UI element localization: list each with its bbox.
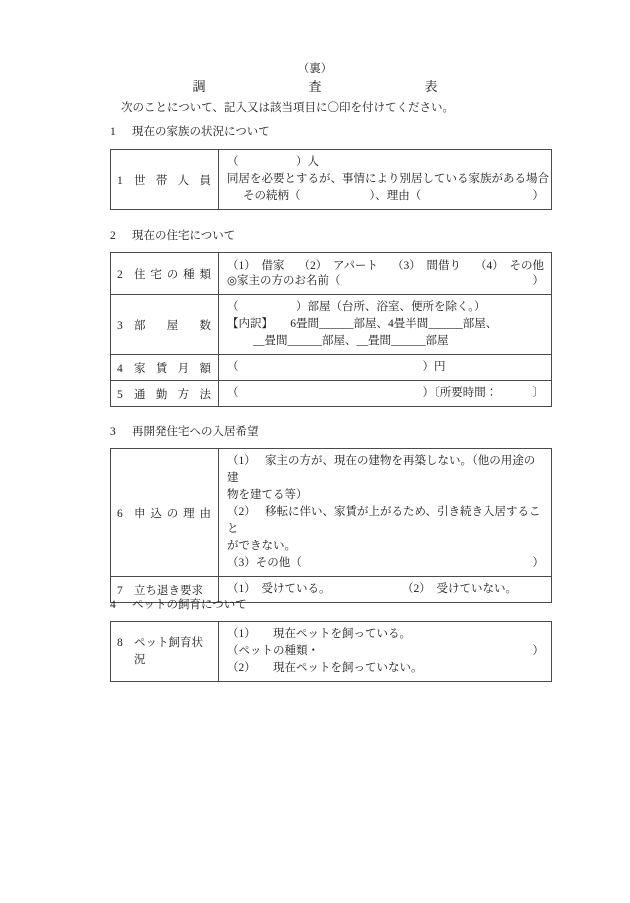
- row-label-text-8-line1: ペット飼育状: [134, 636, 203, 649]
- reason-close-paren: ）: [532, 190, 544, 202]
- housing-option-2[interactable]: （2） アパート: [298, 260, 379, 272]
- application-reason-table: [110, 448, 552, 603]
- row-label-text-5: 通 勤 方 法: [134, 388, 211, 401]
- row-value-6[interactable]: [219, 449, 552, 577]
- reason-option-3[interactable]: [227, 555, 544, 572]
- room-count-field[interactable]: （ ）部屋（台所、浴室、便所を除く。）: [227, 301, 486, 313]
- table-row: [111, 449, 552, 577]
- pet-kind-close-paren: ）: [532, 645, 544, 657]
- row-label-2: [111, 253, 219, 295]
- separate-living-note: 同居を必要とするが、事情により別居している家族がある場合: [227, 173, 549, 185]
- reason-option-2-text[interactable]: 移転に伴い、家賃が上がるため、引き続き入居すること: [227, 506, 541, 535]
- section-number-1: 1: [110, 126, 116, 138]
- reason-option-2-cont: ができない。: [227, 540, 296, 552]
- reason-option-3-text[interactable]: その他（: [255, 557, 302, 569]
- table-row: [111, 355, 552, 381]
- row-label-1: [111, 150, 219, 210]
- row-number-6: 6: [117, 507, 123, 520]
- room-breakdown-line-1[interactable]: 【内訳】 6畳間______部屋、4畳半間______部屋、: [227, 318, 498, 330]
- row-label-text-3: 部 屋 数: [134, 319, 211, 332]
- row-value-7[interactable]: [219, 577, 552, 603]
- commute-method-field[interactable]: （ ）〔所要時間： 〕: [227, 385, 544, 402]
- relation-reason-field[interactable]: その続柄（ ）、理由（ ）: [227, 188, 544, 205]
- row-label-5: [111, 381, 219, 407]
- reason-option-1-cont: 物を建てる等）: [227, 489, 308, 501]
- pet-keeping-table: [110, 621, 552, 682]
- row-number-1: 1: [117, 174, 123, 187]
- reverse-side-mark: （裏）: [297, 63, 333, 75]
- section-number-3: 3: [110, 426, 116, 438]
- reason-option-2[interactable]: [227, 504, 544, 538]
- eviction-option-1[interactable]: （1） 受けている。: [227, 583, 331, 595]
- page-title: [0, 78, 630, 95]
- housing-table: [110, 252, 552, 407]
- row-value-2[interactable]: [219, 253, 552, 295]
- housing-type-options[interactable]: [227, 257, 544, 273]
- landlord-name-field[interactable]: ◎家主の方のお名前（ ）: [227, 273, 544, 290]
- pet-option-2[interactable]: （2） 現在ペットを飼っていない。: [227, 662, 423, 674]
- reason-option-1-text[interactable]: 家主の方が、現在の建物を再築しない。（他の用途の建: [227, 455, 536, 484]
- section-heading-2: [110, 228, 235, 244]
- room-breakdown-line-2[interactable]: __畳間______部屋、__畳間______部屋: [253, 335, 449, 347]
- instruction-text: 次のことについて、記入又は該当項目に〇印を付けてください。: [121, 102, 455, 114]
- row-value-5[interactable]: [219, 381, 552, 407]
- pet-kind-field[interactable]: （ペットの種類・ ）: [227, 643, 544, 660]
- row-number-7: 7: [117, 584, 123, 597]
- section-number-4: 4: [110, 599, 116, 611]
- title-char-3: 表: [424, 79, 438, 94]
- eviction-options[interactable]: [227, 581, 544, 598]
- housing-option-4[interactable]: （4） その他: [475, 260, 544, 272]
- household-table: [110, 149, 552, 210]
- monthly-rent-field[interactable]: （ ）円: [227, 361, 446, 373]
- landlord-close-paren: ）: [532, 275, 544, 287]
- table-row: [111, 295, 552, 355]
- row-value-4[interactable]: [219, 355, 552, 381]
- row-label-3: [111, 295, 219, 355]
- section-title-1: 現在の家族の状況について: [132, 126, 270, 138]
- table-row: [111, 381, 552, 407]
- row-label-4: [111, 355, 219, 381]
- reason-option-1[interactable]: [227, 453, 544, 487]
- reason-option-2-number: （2）: [227, 506, 256, 518]
- section-title-3: 再開発住宅への入居希望: [132, 426, 259, 438]
- table-row: [111, 622, 552, 682]
- row-label-text-2: 住 宅 の 種 類: [134, 268, 211, 281]
- section-heading-1: [110, 124, 270, 140]
- row-label-text-8-line2: 況: [134, 653, 146, 666]
- row-number-8: 8: [117, 636, 123, 649]
- section-title-2: 現在の住宅について: [132, 230, 236, 242]
- section-number-2: 2: [110, 230, 116, 242]
- row-number-4: 4: [117, 362, 123, 375]
- row-value-1[interactable]: [219, 150, 552, 210]
- row-label-8: [111, 622, 219, 682]
- pet-option-1[interactable]: （1） 現在ペットを飼っている。: [227, 628, 411, 640]
- section-heading-4: [110, 597, 247, 613]
- section-heading-3: [110, 424, 259, 440]
- table-row: [111, 150, 552, 210]
- eviction-option-2[interactable]: （2） 受けていない。: [402, 583, 517, 595]
- housing-option-1[interactable]: （1） 借家: [227, 260, 285, 272]
- commute-close-bracket: 〕: [532, 387, 544, 399]
- row-value-8[interactable]: [219, 622, 552, 682]
- row-label-6: [111, 449, 219, 577]
- row-label-text-7: 立ち退き要求: [134, 584, 203, 597]
- title-char-1: 調: [192, 79, 206, 94]
- row-number-5: 5: [117, 388, 123, 401]
- row-number-3: 3: [117, 319, 123, 332]
- title-char-2: 査: [308, 79, 322, 94]
- reason-option-3-number: （3）: [227, 557, 256, 569]
- table-row: [111, 253, 552, 295]
- row-number-2: 2: [117, 268, 123, 281]
- housing-option-3[interactable]: （3） 間借り: [392, 260, 462, 272]
- row-label-text-6: 申 込 の 理 由: [134, 507, 211, 520]
- row-value-3[interactable]: [219, 295, 552, 355]
- household-count-field[interactable]: （ ）人: [227, 156, 319, 168]
- reason-option-3-close-paren: ）: [532, 557, 544, 569]
- row-label-text-4: 家 賃 月 額: [134, 362, 211, 375]
- section-title-4: ペットの飼育について: [132, 599, 247, 611]
- reason-option-1-number: （1）: [227, 455, 256, 467]
- row-label-text-1: 世 帯 人 員: [134, 174, 211, 187]
